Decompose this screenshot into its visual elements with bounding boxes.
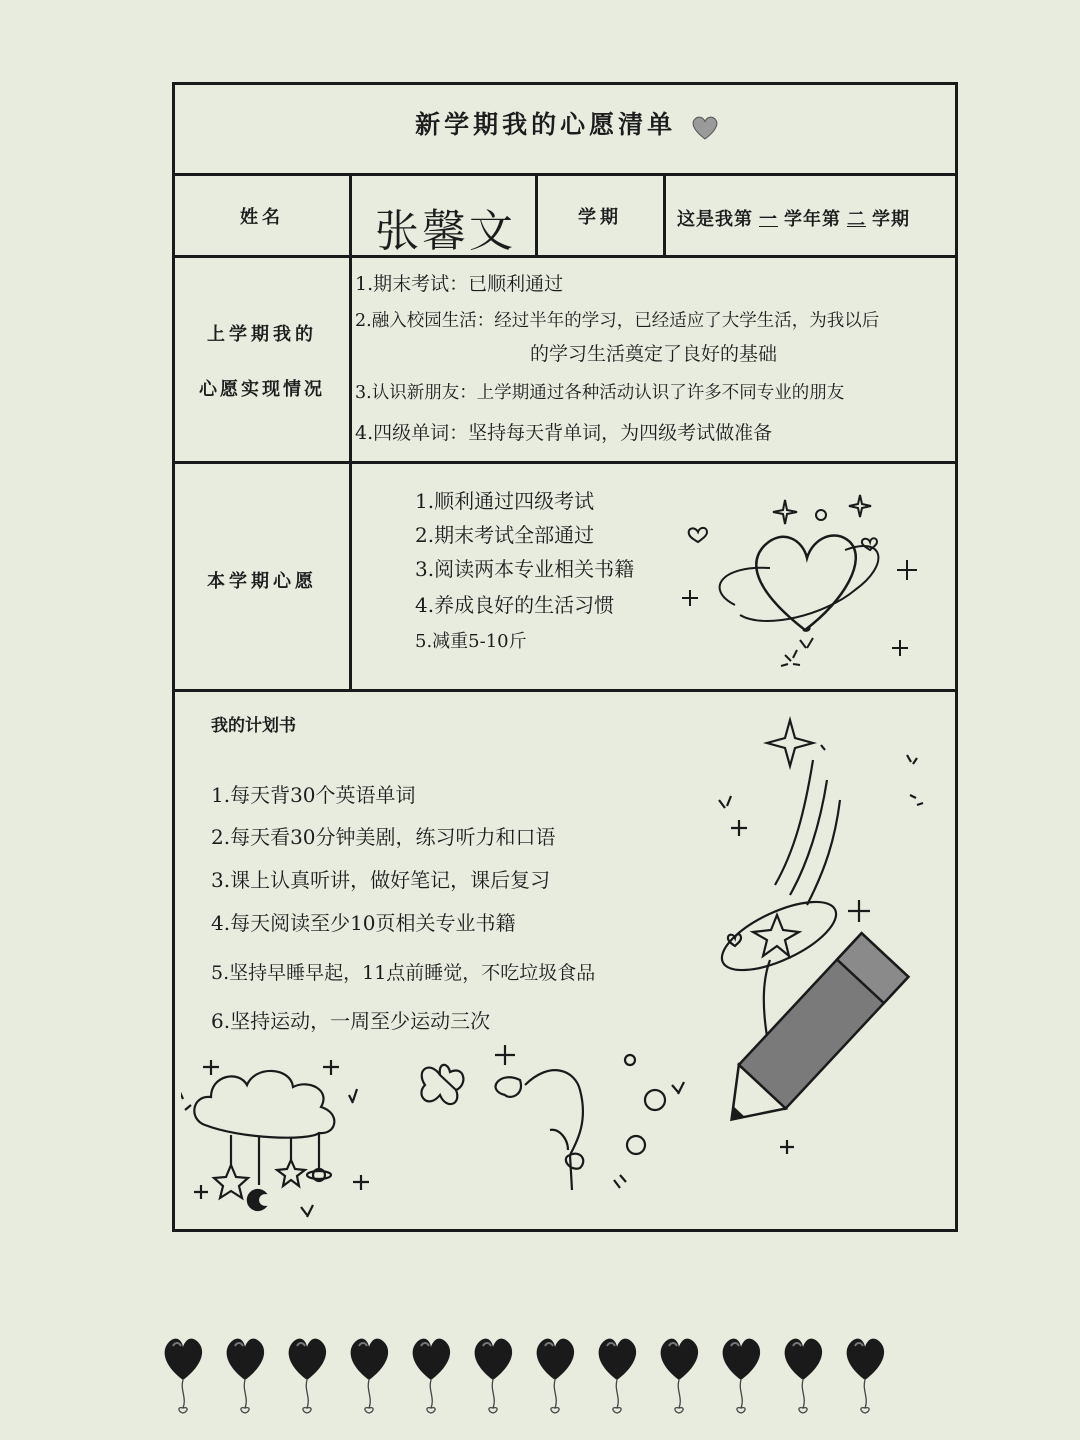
list-item: 2.期末考试全部通过 <box>415 523 595 547</box>
list-item: 6.坚持运动，一周至少运动三次 <box>211 1009 491 1033</box>
cloud-icon <box>181 1035 391 1235</box>
semester-label: 学期 <box>578 207 622 228</box>
name-value: 张馨文 <box>375 206 516 257</box>
last-term-label: 心愿实现情况 <box>199 379 325 400</box>
butterfly-icon <box>410 1040 710 1200</box>
semester-text: 这是我第 <box>677 209 753 230</box>
semester-value <box>677 205 910 231</box>
list-item: 的学习生活奠定了良好的基础 <box>530 343 778 365</box>
page-title <box>175 105 961 141</box>
plan-heading: 我的计划书 <box>211 716 296 736</box>
heart-doodle-icon <box>689 113 721 141</box>
shooting-star-icon <box>695 700 957 1220</box>
balloon-heart-icon <box>165 1339 202 1413</box>
list-item: 4.每天阅读至少10页相关专业书籍 <box>211 911 516 935</box>
list-item: 5.坚持早睡早起，11点前睡觉，不吃垃圾食品 <box>211 962 596 984</box>
term-value: 二 <box>847 209 866 230</box>
divider <box>175 461 955 464</box>
list-item: 2.每天看30分钟美剧，练习听力和口语 <box>211 825 556 849</box>
title-text: 新学期我的心愿清单 <box>415 110 677 139</box>
divider <box>663 173 666 255</box>
list-item: 4.养成良好的生活习惯 <box>415 593 615 617</box>
list-item: 3.阅读两本专业相关书籍 <box>415 557 635 581</box>
name-label: 姓名 <box>240 207 284 228</box>
divider <box>349 173 352 689</box>
this-term-label: 本学期心愿 <box>207 571 317 592</box>
list-item: 1.每天背30个英语单词 <box>211 783 416 807</box>
semester-text: 学年第 <box>784 209 841 230</box>
list-item: 3.认识新朋友：上学期通过各种活动认识了许多不同专业的朋友 <box>355 383 845 403</box>
semester-text: 学期 <box>872 209 910 230</box>
heart-planet-icon <box>675 480 945 685</box>
list-item: 3.课上认真听讲，做好笔记，课后复习 <box>211 868 551 892</box>
list-item: 4.四级单词：坚持每天背单词，为四级考试做准备 <box>355 422 773 444</box>
divider <box>175 173 955 176</box>
divider <box>175 255 955 258</box>
list-item: 1.期末考试：已顺利通过 <box>355 273 564 295</box>
list-item: 2.融入校园生活：经过半年的学习，已经适应了大学生活，为我以后 <box>355 311 880 331</box>
balloon-heart-row <box>155 1328 935 1438</box>
divider <box>175 689 955 692</box>
year-value: 一 <box>759 209 778 230</box>
list-item: 5.减重5-10斤 <box>415 631 527 652</box>
last-term-label: 上学期我的 <box>207 324 317 345</box>
wish-list-sheet <box>172 82 958 1232</box>
list-item: 1.顺利通过四级考试 <box>415 489 595 513</box>
